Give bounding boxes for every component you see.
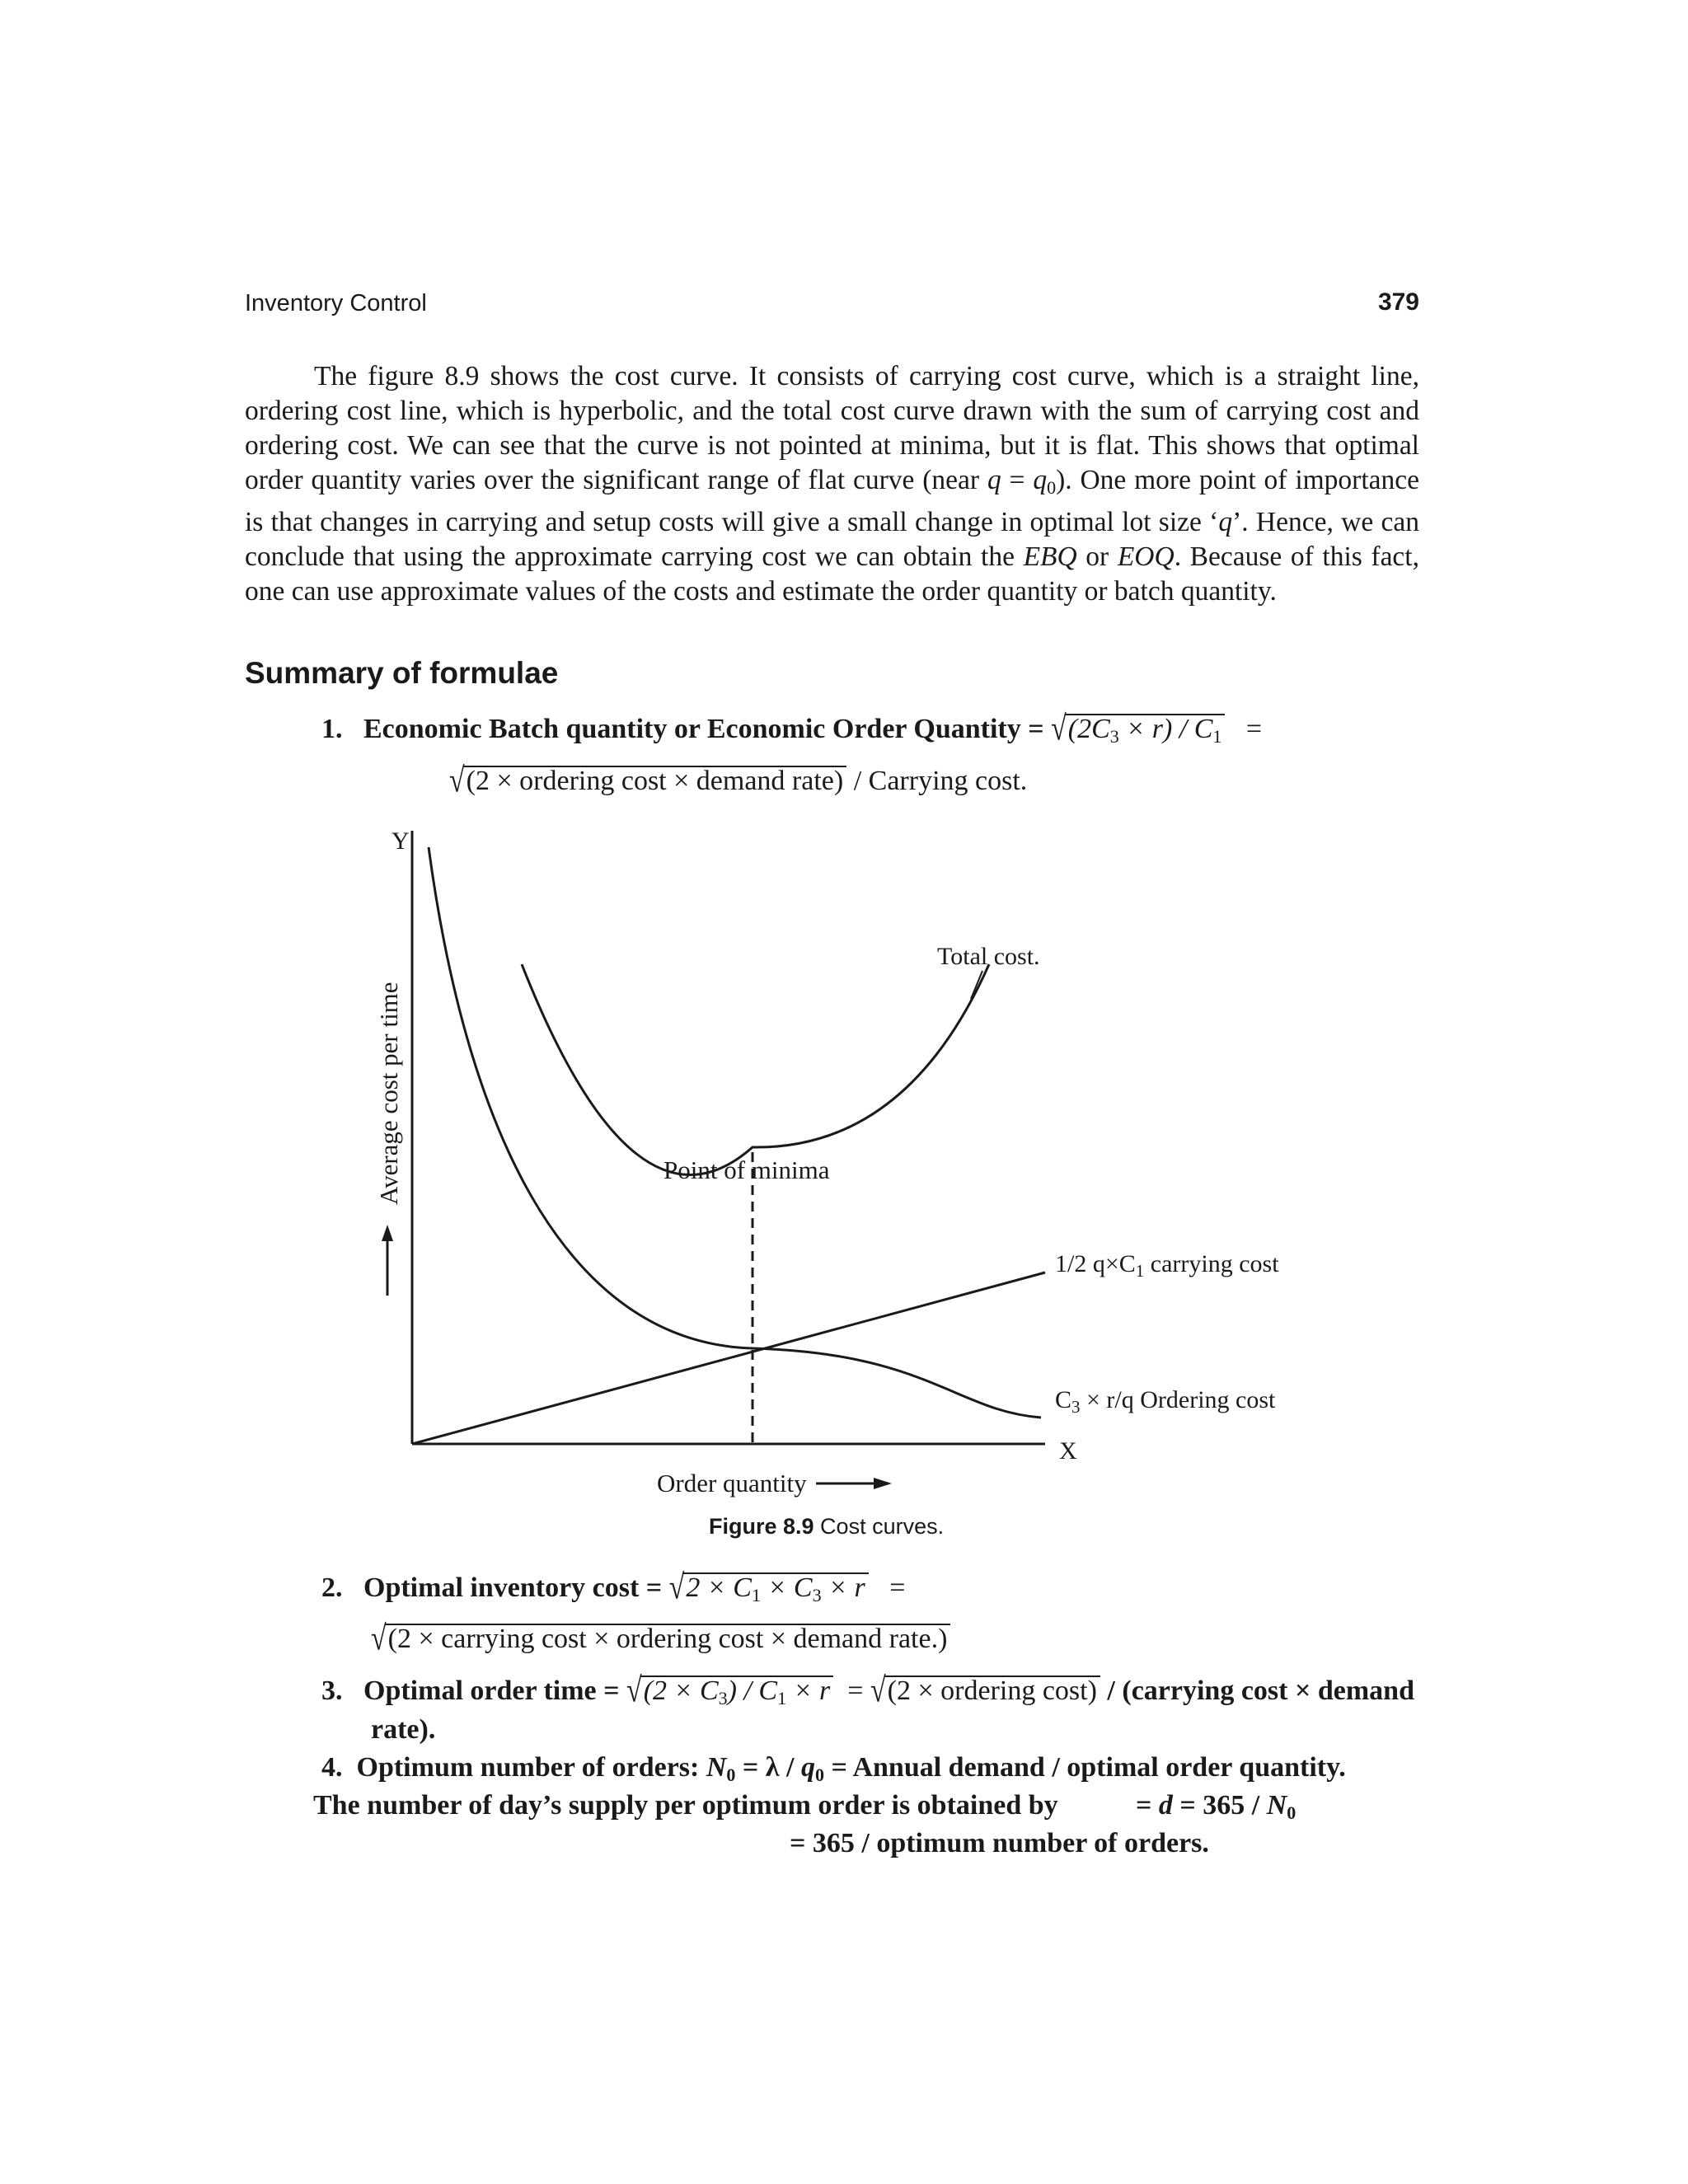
formula-3-line-1 xyxy=(321,1671,1414,1713)
caption-label: Figure 8.9 xyxy=(709,1514,814,1539)
formula-3-radicand: $(2 \times C_3) / C_1 \times r$ xyxy=(640,1675,834,1713)
series-ordering-cost xyxy=(429,847,1041,1418)
x-axis-arrow-head xyxy=(874,1478,892,1489)
sqrt-icon: √ xyxy=(870,1671,886,1710)
label-carrying-cost: 1/2 $q\times C_1$ carrying cost xyxy=(1055,1250,1279,1281)
formula-2-radicand: $2 \times C_1 \times C_3 \times r$ xyxy=(682,1572,868,1610)
formula-3-radicand-2: (2 × ordering cost) xyxy=(884,1675,1100,1705)
para-seg: ). One more point of importance is that changes in carrying and setup costs will give a small change in optimal lot size ‘ xyxy=(245,465,1419,537)
para-seg: or xyxy=(1076,541,1118,572)
para-seg-q: q xyxy=(1033,465,1048,495)
formula-3-label: Optimal order time = xyxy=(363,1675,620,1706)
formula-3-tail: / (carrying cost × demand xyxy=(1107,1675,1414,1706)
para-seg-eoq: EOQ xyxy=(1117,541,1175,572)
formula-3-number: 3. xyxy=(321,1675,343,1706)
formula-2-line-1 xyxy=(321,1568,906,1610)
page-number: 379 xyxy=(1377,288,1419,316)
formula-2-line-2 xyxy=(371,1619,950,1658)
days-supply-line-2: = 365 / optimum number of orders. xyxy=(790,1828,1209,1858)
formula-2-line2-radicand: (2 × carrying cost × ordering cost × demand rate.) xyxy=(385,1624,951,1653)
sqrt-icon: √ xyxy=(449,762,465,800)
para-seg-sub: 0 xyxy=(1047,477,1057,498)
section-title: Summary of formulae xyxy=(245,656,559,690)
series-total-cost xyxy=(522,964,989,1174)
days-supply-expr: = $d = 365 / N_0$ xyxy=(1136,1790,1296,1823)
sqrt-icon: √ xyxy=(1051,710,1067,748)
formula-4-number: 4. xyxy=(321,1752,343,1783)
series-carrying-cost xyxy=(412,1272,1045,1444)
running-header: Inventory Control xyxy=(245,290,427,316)
formula-1-line2-radicand: (2 × ordering cost × demand rate) xyxy=(463,766,847,795)
formula-3-line-2: rate). xyxy=(371,1714,436,1745)
para-seg: = xyxy=(1001,465,1034,495)
y-axis-arrow-head xyxy=(382,1225,393,1241)
caption-text: Cost curves. xyxy=(814,1514,945,1539)
days-supply-line-1: The number of day’s supply per optimum order is obtained by xyxy=(313,1790,1058,1821)
formula-2-label: Optimal inventory cost = xyxy=(363,1572,663,1603)
formula-1-radicand: $(2C_3 \times r) / C_1$ xyxy=(1065,714,1226,751)
para-seg: ’. Hence, we can conclude that using the approximate carrying cost we can obtain the xyxy=(245,507,1419,572)
para-seg: The figure 8.9 shows the cost curve. It consists of carrying cost curve, which is a straight line, ordering cost line, which is hyperbolic, and the total cost curve drawn with the sum of carrying cost and ordering cost. We can see that the curve is not pointed at minima, but it is flat. This shows that optimal order quantity varies over the significant range of flat curve (near xyxy=(245,361,1419,495)
label-ordering-cost: $C_3 \times r/q$ Ordering cost xyxy=(1055,1386,1276,1417)
sqrt-icon: √ xyxy=(626,1671,642,1710)
x-axis-letter: X xyxy=(1059,1437,1077,1465)
figure-caption xyxy=(709,1514,944,1540)
para-seg-ebq: EBQ xyxy=(1023,541,1077,572)
label-total-cost: Total cost. xyxy=(937,943,1040,970)
formula-1-line2-tail: / Carrying cost. xyxy=(846,766,1028,796)
y-axis-label: Average cost per time xyxy=(374,982,403,1205)
formula-1-equals: = xyxy=(1245,714,1263,744)
para-seg-q: q xyxy=(1218,507,1233,537)
y-axis-letter: Y xyxy=(392,827,410,855)
label-minima: Point of minima xyxy=(663,1155,830,1184)
sqrt-icon: √ xyxy=(668,1568,685,1607)
para-seg-q: q xyxy=(987,465,1001,495)
sqrt-icon: √ xyxy=(371,1619,387,1658)
formula-2-number: 2. xyxy=(321,1572,343,1603)
formula-2-equals: = xyxy=(889,1572,906,1603)
x-axis-label: Order quantity xyxy=(657,1469,807,1497)
para-seg: . Because of this fact, one can use approximate values of the costs and estimate the order quantity or batch quantity. xyxy=(245,541,1419,607)
formula-1-number: 1. xyxy=(321,714,343,744)
formula-1-label: Economic Batch quantity or Economic Order Quantity = xyxy=(363,714,1044,744)
formula-4-line: 4. Optimum number of orders: $N_0 = \lambda / q_0$ = Annual demand / optimal order quantity. xyxy=(321,1752,1346,1785)
formula-3-equals: = xyxy=(847,1675,864,1706)
